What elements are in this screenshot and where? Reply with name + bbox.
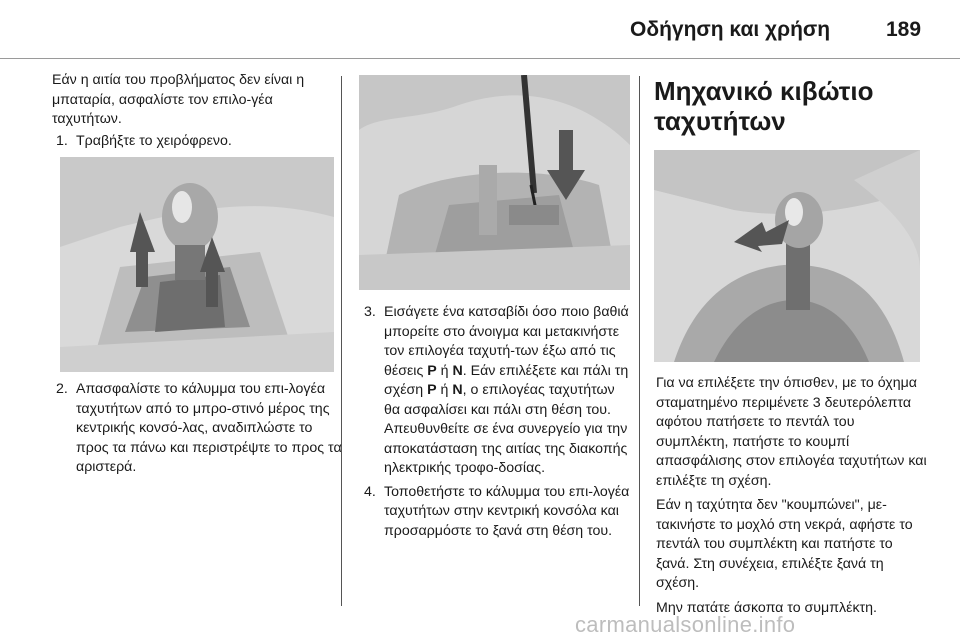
step-4-number: 4. [364, 483, 376, 500]
step-2 [52, 380, 344, 478]
watermark: carmanualsonline.info [575, 612, 796, 637]
paragraph-clutch-warning: Μην πατάτε άσκοπα το συμπλέκτη. [656, 599, 877, 616]
figure-gear-selector-cover [60, 157, 334, 372]
step-3-or-2: ή [436, 382, 453, 398]
header-rule [0, 58, 960, 59]
step-3-text-a: Εισάγετε ένα κατσαβίδι όσο ποιο βαθιά μπορείτε στο άνοιγμα και μετακινήστε τον επιλογέα ταχυτή-των έξω από τις θέσεις [384, 304, 629, 379]
step-1-number: 1. [56, 132, 68, 149]
column-1 [52, 71, 334, 151]
paragraph-gear-not-engaging: Εάν η ταχύτητα δεν "κουμπώνει", με-τακινήστε το μοχλό στη νεκρά, αφήστε το πεντάλ του συμπλέκτη και πατήστε το ξανά. Στη συνέχεια, επιλέξτε ξανά τη σχέση. [656, 497, 913, 591]
gear-P: P [427, 362, 437, 379]
step-4-text: Τοποθετήστε το κάλυμμα του επι-λογέα ταχυτήτων στην κεντρική κονσόλα και προσαρμόστε το ξανά στη θέση του. [384, 483, 630, 539]
page-number: 189 [886, 18, 922, 41]
column-2 [360, 303, 632, 541]
column-divider-2 [639, 76, 640, 606]
step-3-text-c: , ο επιλογέας ταχυτήτων θα ασφαλίσει και πάλι στη θέση του. Απευθυνθείτε σε ένα συνεργείο για την αποκατάσταση της αιτίας της διακοπής ηλεκτρικής τροφο-δοσίας. [384, 382, 628, 476]
step-3 [360, 303, 632, 479]
step-1 [52, 132, 334, 152]
gear-N: N [452, 362, 463, 379]
column-divider-1 [341, 76, 342, 606]
screwdriver-release-illustration [359, 75, 630, 290]
step-2-number: 2. [56, 381, 68, 397]
step-3-number: 3. [364, 304, 376, 320]
step-2-text: Απασφαλίστε το κάλυμμα του επι-λογέα ταχυτήτων από το μπρο-στινό μέρος της κεντρικής κονσό-λας, αναδιπλώστε το προς τα πάνω και περιστρέψτε το προς τα αριστερά. [76, 381, 342, 475]
column-1-lower [52, 380, 344, 478]
gear-selector-cover-illustration [60, 157, 334, 372]
gear-P-2: P [427, 382, 437, 398]
column-3 [656, 374, 930, 618]
intro-paragraph: Εάν η αιτία του προβλήματος δεν είναι η μπαταρία, ασφαλίστε τον επιλο-γέα ταχυτήτων. [52, 72, 305, 127]
paragraph-reverse-gear: Για να επιλέξετε την όπισθεν, με το όχημα σταματημένο περιμένετε 3 δευτερόλεπτα αφότου πατήσετε το πεντάλ του συμπλέκτη, πατήστε το κουμπί απασφάλισης στον επιλογέα ταχυτήτων και επιλέξτε τη σχέση. [656, 375, 927, 489]
step-3-text-b: . Εάν επιλέξετε και πάλι τη σχέση [384, 362, 629, 398]
manual-gearbox-illustration [654, 150, 920, 362]
figure-screwdriver-release [359, 75, 630, 290]
gear-N-2: N [452, 382, 463, 398]
step-1-text: Τραβήξτε το χειρόφρενο. [76, 132, 232, 149]
step-4 [360, 483, 632, 542]
section-heading: Μηχανικό κιβώτιο ταχυτήτων [654, 76, 874, 136]
figure-manual-gearbox [654, 150, 920, 362]
step-3-or: ή [436, 362, 453, 379]
header-title: Οδήγηση και χρήση [630, 18, 831, 41]
